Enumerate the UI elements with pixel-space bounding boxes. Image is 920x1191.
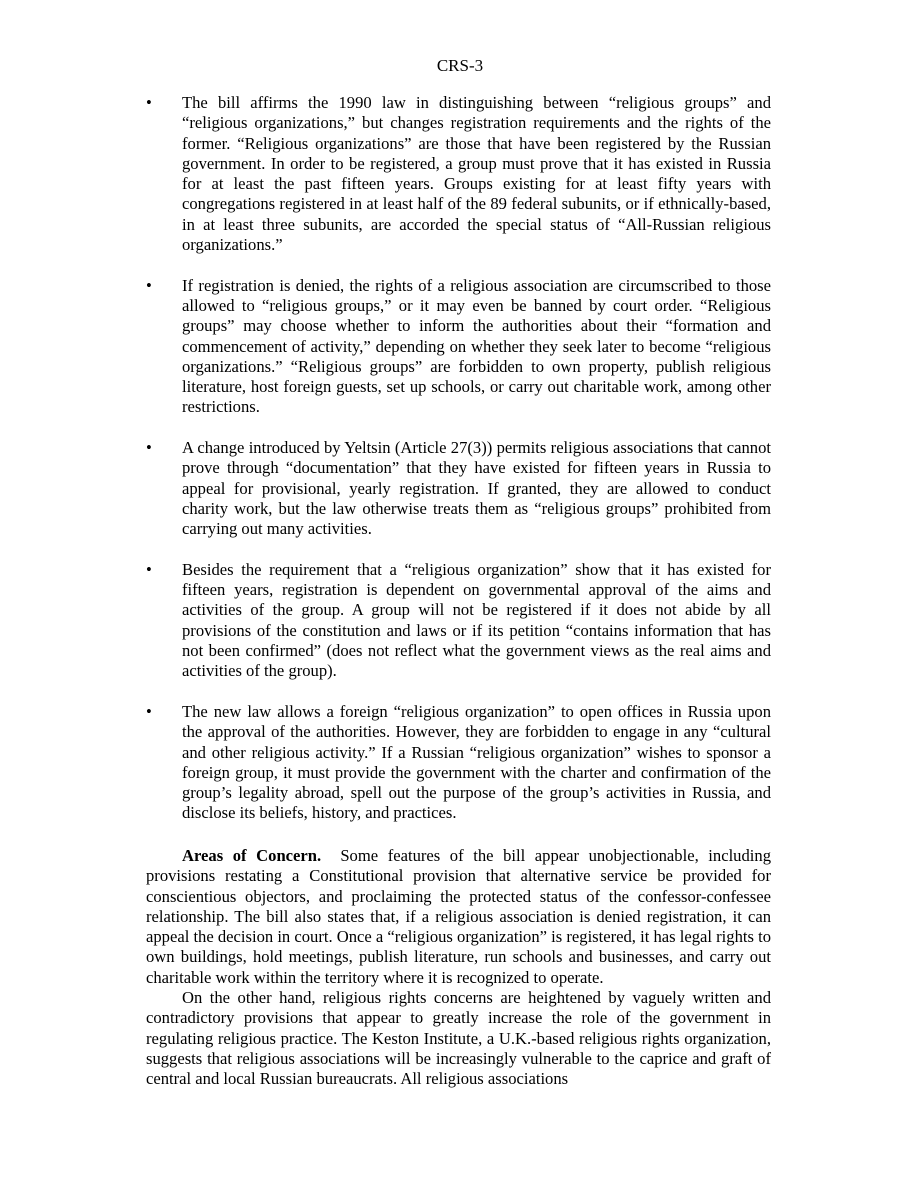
bullet-marker: • bbox=[146, 275, 152, 295]
bullet-text: A change introduced by Yeltsin (Article 27(3)) permits religious associations that cannot prove through “documentation” that they have existed for fifteen years in Russia to appeal for provisional, yearly registration. If granted, they are allowed to conduct charity work, but the law otherwise treats them as “religious groups” prohibited from carrying out many activities. bbox=[182, 438, 771, 539]
areas-of-concern-heading: Areas of Concern. bbox=[182, 846, 322, 865]
bullet-text: If registration is denied, the rights of a religious association are circumscribed to those allowed to “religious groups,” or it may even be banned by court order. “Religious groups” may choose whether to inform the authorities about their “formation and commencement of activity,” depending on whether they seek later to become “religious organizations.” “Religious groups” are forbidden to own property, publish religious literature, host foreign guests, set up schools, or carry out charitable work, among other restrictions. bbox=[182, 275, 771, 417]
bullet-marker: • bbox=[146, 559, 152, 579]
bullet-item bbox=[146, 560, 771, 682]
bullet-text: The new law allows a foreign “religious organization” to open offices in Russia upon the approval of the authorities. However, they are forbidden to engage in any “cultural and other religious activity.” If a Russian “religious organization” wishes to sponsor a foreign group, it must provide the government with the charter and confirmation of the group’s legality abroad, spell out the purpose of the group’s activities in Russia, and disclose its beliefs, history, and practices. bbox=[182, 701, 771, 823]
areas-of-concern-paragraph bbox=[146, 846, 771, 988]
bullet-text: The bill affirms the 1990 law in distinguishing between “religious groups” and “religious organizations,” but changes registration requirements and the rights of the former. “Religious organizations” are those that have been registered by the Russian government. In order to be registered, a group must prove that it has existed in Russia for at least the past fifteen years. Groups existing for at least fifty years with congregations registered in at least half of the 89 federal subunits, or if ethnically-based, in at least three subunits, are accorded the special status of “All-Russian religious organizations.” bbox=[182, 93, 771, 255]
bullet-item bbox=[146, 276, 771, 418]
bullet-marker: • bbox=[146, 438, 152, 458]
bullet-marker: • bbox=[146, 93, 152, 112]
bullet-text: Besides the requirement that a “religious organization” show that it has existed for fifteen years, registration is dependent on governmental approval of the aims and activities of the group. A group will not be registered if it does not abide by all provisions of the constitution and laws or if its petition “contains information that has not been confirmed” (does not reflect what the government views as the real aims and activities of the group). bbox=[182, 559, 771, 681]
areas-of-concern-body: Some features of the bill appear unobjectionable, including provisions restating a Constitutional provision that alternative service be provided for conscientious objectors, and proclaiming the protected status of the confessor-confessee relationship. The bill also states that, if a religious association is denied registration, it can appeal the decision in court. Once a “religious organization” is registered, it has legal rights to own buildings, hold meetings, publish literature, run schools and businesses, and carry out charitable work within the territory where it is recognized to operate. bbox=[146, 846, 771, 987]
bullet-list bbox=[146, 93, 771, 844]
bullet-item bbox=[146, 93, 771, 255]
bullet-item bbox=[146, 438, 771, 539]
other-hand-paragraph: On the other hand, religious rights concerns are heightened by vaguely written and contradictory provisions that appear to greatly increase the role of the government in regulating religious practice. The Keston Institute, a U.K.-based religious rights organization, suggests that religious associations will be increasingly vulnerable to the caprice and graft of central and local Russian bureaucrats. All religious associations bbox=[146, 988, 771, 1089]
page-header: CRS-3 bbox=[436, 56, 484, 75]
bullet-item bbox=[146, 702, 771, 824]
bullet-marker: • bbox=[146, 701, 152, 721]
